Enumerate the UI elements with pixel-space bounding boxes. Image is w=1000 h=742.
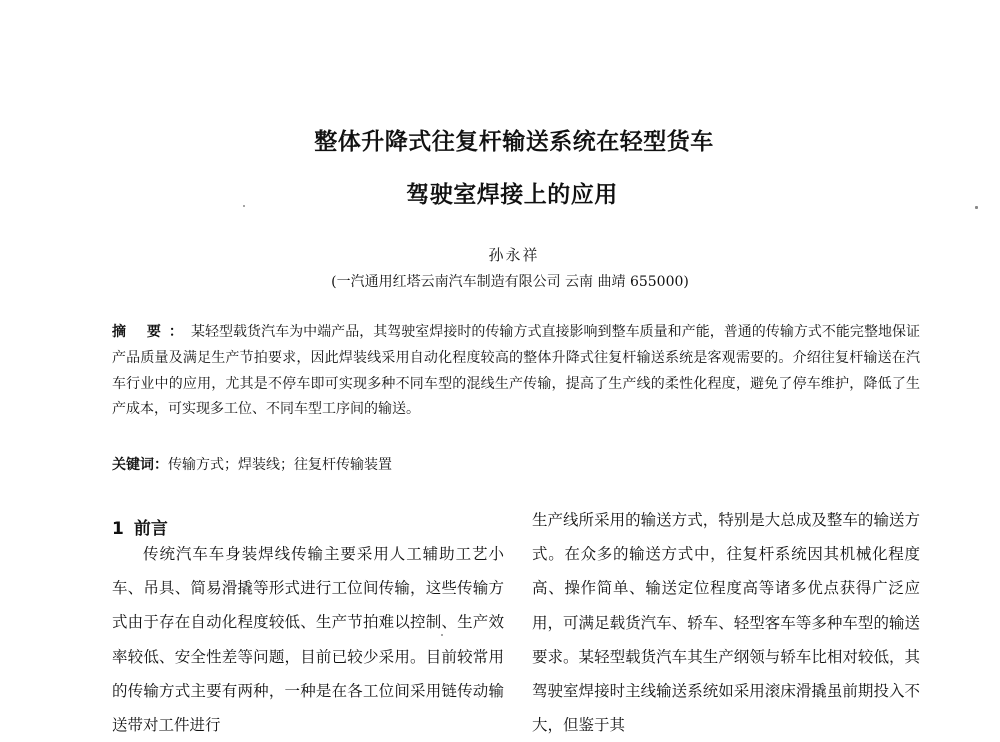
- section-title: 前言: [133, 519, 168, 539]
- abstract-text: 某轻型载货汽车为中端产品，其驾驶室焊接时的传输方式直接影响到整车质量和产能，普通的传输方式不能完整地保证产品质量及满足生产节拍要求，因此焊装线采用自动化程度较高的整体升降式往复杆输送系统是客观需要的。介绍往复杆输送在汽车行业中的应用，尤其是不停车即可实现多种不同车型的混线生产传输，提高了生产线的柔性化程度，避免了停车维护，降低了生产成本，可实现多工位、不同车型工序间的输送。: [112, 324, 921, 418]
- author-name: 孙永祥: [488, 246, 540, 264]
- paper-title-line-2: 驾驶室焊接上的应用: [406, 182, 618, 208]
- body-column-left: 传统汽车车身装焊线传输主要采用人工辅助工艺小车、吊具、简易滑撬等形式进行工位间传输，这些传输方式由于存在自动化程度较低、生产节拍难以控制、生产效率较低、安全性差等问题，目前已较少采用。目前较常用的传输方式主要有两种，一种是在各工位间采用链传动输送带对工件进行: [112, 545, 504, 735]
- keywords-text: 传输方式；焊装线；往复杆传输装置: [168, 457, 392, 473]
- keywords: [112, 454, 392, 474]
- paper-title-line-1: 整体升降式往复杆输送系统在轻型货车: [314, 129, 714, 155]
- section-number: 1: [112, 519, 124, 539]
- keywords-label: 关键词：: [112, 457, 168, 473]
- author-affiliation: (一汽通用红塔云南汽车制造有限公司 云南 曲靖 655000): [331, 274, 689, 290]
- body-column-right: 生产线所采用的输送方式，特别是大总成及整车的输送方式。在众多的输送方式中，往复杆系统因其机械化程度高、操作简单、输送定位程度高等诸多优点获得广泛应用，可满足载货汽车、轿车、轻型客车等多种车型的输送要求。某轻型载货汽车其生产纲领与轿车比相对较低，其驾驶室焊接时主线输送系统如采用滚床滑撬虽前期投入不大，但鉴于其: [532, 511, 920, 735]
- abstract-label: 摘 要：: [112, 324, 191, 340]
- scan-speck: [441, 634, 443, 636]
- section-heading-introduction: [112, 514, 168, 539]
- abstract: [112, 320, 920, 423]
- scan-speck: [243, 205, 245, 207]
- scan-speck: [975, 206, 978, 209]
